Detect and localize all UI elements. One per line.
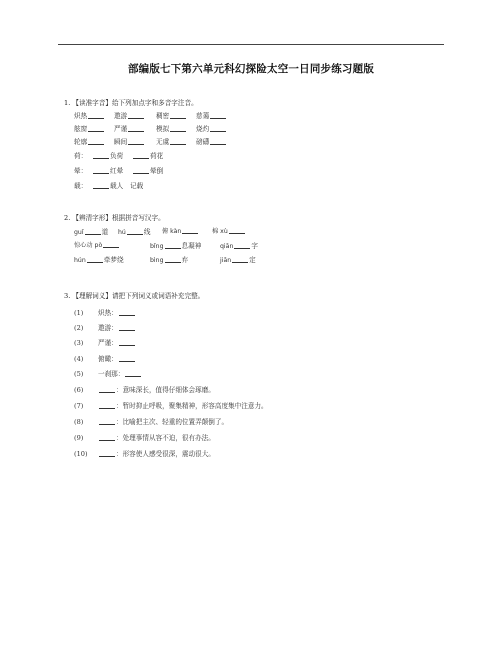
answer-blank[interactable] bbox=[210, 138, 226, 145]
answer-blank[interactable] bbox=[229, 227, 245, 234]
answer-blank[interactable] bbox=[170, 112, 186, 119]
answer-blank[interactable] bbox=[87, 256, 103, 263]
answer-blank[interactable] bbox=[210, 125, 226, 132]
answer-blank[interactable] bbox=[119, 339, 135, 346]
q3-item: (5) 一刹那： bbox=[74, 368, 142, 378]
answer-blank[interactable] bbox=[93, 152, 109, 159]
q1-word: 无虞 bbox=[156, 136, 187, 146]
answer-blank[interactable] bbox=[128, 112, 144, 119]
header-rule bbox=[58, 44, 444, 45]
q1-word: 舷窗 bbox=[74, 123, 105, 133]
q1-word: 瞬间 bbox=[114, 136, 145, 146]
answer-blank[interactable] bbox=[103, 241, 119, 248]
pinyin-item: hú 线 bbox=[118, 228, 151, 236]
answer-blank[interactable] bbox=[170, 138, 186, 145]
answer-blank[interactable] bbox=[182, 227, 198, 234]
answer-blank[interactable] bbox=[127, 228, 143, 235]
pinyin-item: 惊心动 pò bbox=[74, 240, 120, 249]
answer-blank[interactable] bbox=[165, 256, 181, 263]
poly-item: 晕倒 bbox=[132, 165, 163, 175]
pinyin-item: qiān 字 bbox=[220, 242, 258, 250]
pinyin-item: 俯 kàn bbox=[162, 226, 199, 235]
answer-blank[interactable] bbox=[170, 125, 186, 132]
answer-blank[interactable] bbox=[99, 402, 115, 409]
pinyin-item: 棉 xù bbox=[212, 226, 246, 235]
answer-blank[interactable] bbox=[119, 355, 135, 362]
q3-item: (4) 俯瞰： bbox=[74, 353, 136, 363]
q1-word: 严谨 bbox=[114, 123, 145, 133]
q1-word: 稠密 bbox=[156, 110, 187, 120]
page-title: 部编版七下第六单元科幻探险太空一日同步练习题版 bbox=[127, 63, 375, 75]
q3-item: (7) ：暂时抑止呼吸，聚集精神，形容高度集中注意力。 bbox=[74, 402, 268, 410]
q3-item: (9) ：处理事情从容不迫，很有办法。 bbox=[74, 434, 215, 442]
answer-blank[interactable] bbox=[88, 138, 104, 145]
q1-word: 轮廓 bbox=[74, 136, 105, 146]
q3-item: (8) ：比喻把主次、轻重的位置弄颠倒了。 bbox=[74, 418, 229, 426]
answer-blank[interactable] bbox=[93, 167, 109, 174]
answer-blank[interactable] bbox=[210, 112, 226, 119]
pinyin-item: bǐng 息凝神 bbox=[150, 242, 202, 250]
answer-blank[interactable] bbox=[133, 152, 149, 159]
poly-char: 晕： bbox=[74, 167, 88, 175]
answer-blank[interactable] bbox=[99, 386, 115, 393]
answer-blank[interactable] bbox=[165, 242, 181, 249]
q1-word: 慈蔼 bbox=[196, 110, 227, 120]
answer-blank[interactable] bbox=[85, 228, 101, 235]
poly-item: 负荷 bbox=[92, 150, 123, 160]
q2-heading: 2. 【辨清字形】根据拼音写汉字。 bbox=[64, 214, 165, 222]
q1-word: 磅礴 bbox=[196, 136, 227, 146]
q1-word: 炽热 bbox=[74, 110, 105, 120]
q3-item: (2) 遨游： bbox=[74, 322, 136, 332]
q1-heading: 1. 【读准字音】给下列加点字和多音字注音。 bbox=[64, 99, 198, 107]
answer-blank[interactable] bbox=[125, 370, 141, 377]
q3-item: (6) ：意味深长，值得仔细体会琢磨。 bbox=[74, 386, 215, 394]
q3-heading: 3. 【理解词义】请把下列词义或词语补充完整。 bbox=[64, 292, 205, 300]
poly-item: 荷花 bbox=[132, 150, 163, 160]
answer-blank[interactable] bbox=[99, 418, 115, 425]
answer-blank[interactable] bbox=[99, 450, 115, 457]
pinyin-item: hún 牵梦绕 bbox=[74, 256, 124, 264]
q3-item: (3) 严谨： bbox=[74, 337, 136, 347]
answer-blank[interactable] bbox=[99, 434, 115, 441]
answer-blank[interactable] bbox=[128, 125, 144, 132]
answer-blank[interactable] bbox=[119, 309, 135, 316]
answer-blank[interactable] bbox=[128, 138, 144, 145]
poly-item: 红晕 bbox=[92, 165, 123, 175]
pinyin-item: guǐ 道 bbox=[74, 228, 109, 236]
pinyin-item: bìng 弃 bbox=[150, 256, 189, 264]
poly-item: 记载 bbox=[130, 182, 144, 190]
poly-item: 载人 bbox=[92, 180, 123, 190]
q1-word: 烧灼 bbox=[196, 123, 227, 133]
answer-blank[interactable] bbox=[232, 256, 248, 263]
answer-blank[interactable] bbox=[133, 167, 149, 174]
q1-word: 模拟 bbox=[156, 123, 187, 133]
answer-blank[interactable] bbox=[88, 112, 104, 119]
poly-char: 载： bbox=[74, 182, 88, 190]
q1-word: 遨游 bbox=[114, 110, 145, 120]
q3-item: (1) 炽热： bbox=[74, 307, 136, 317]
answer-blank[interactable] bbox=[93, 182, 109, 189]
q3-item: (10) ：形容使人感受很深，震动很大。 bbox=[74, 450, 215, 458]
answer-blank[interactable] bbox=[119, 324, 135, 331]
answer-blank[interactable] bbox=[88, 125, 104, 132]
pinyin-item: jiān 定 bbox=[220, 256, 256, 264]
answer-blank[interactable] bbox=[234, 242, 250, 249]
poly-char: 荷： bbox=[74, 152, 88, 160]
